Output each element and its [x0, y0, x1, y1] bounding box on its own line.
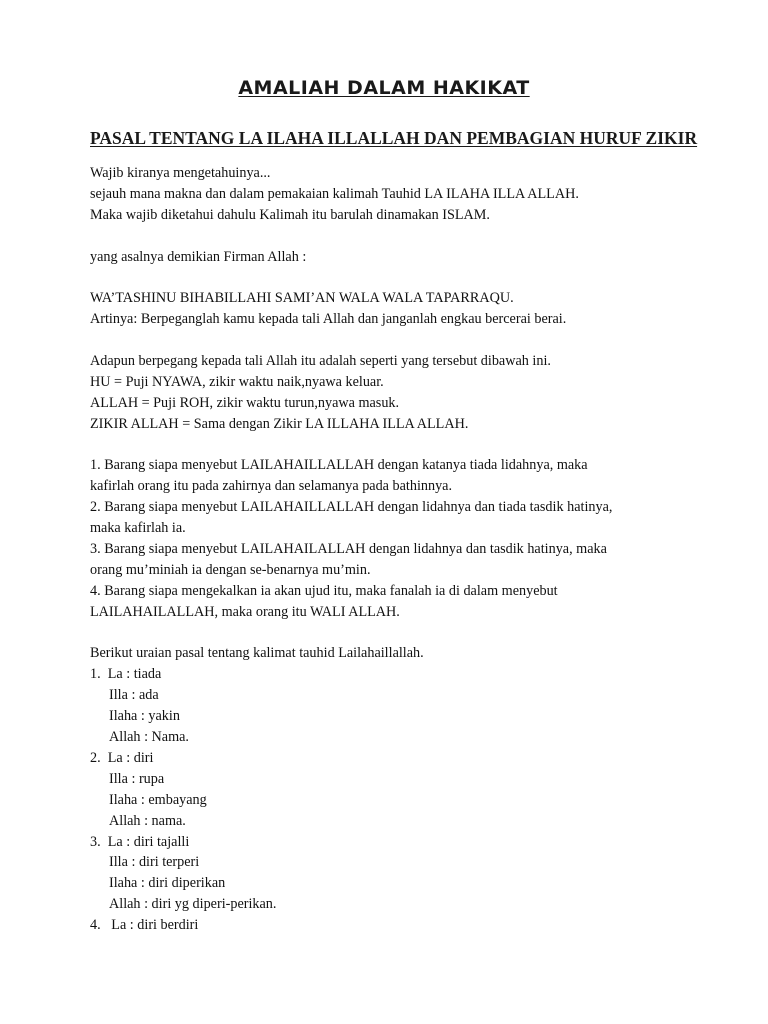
- uraian-item-line: Ilaha : embayang: [109, 791, 207, 808]
- uraian-item-line: Ilaha : yakin: [109, 708, 180, 725]
- uraian-item-heading: 2. La : diri: [90, 749, 154, 766]
- huruf-line: HU = Puji NYAWA, zikir waktu naik,nyawa keluar.: [90, 373, 384, 390]
- rule-line: kafirlah orang itu pada zahirnya dan selamanya pada bathinnya.: [90, 478, 453, 495]
- uraian-item-line: Illa : diri terperi: [109, 854, 200, 871]
- uraian-item-line: Allah : diri yg diperi-perikan.: [109, 896, 277, 913]
- uraian-item-line: Allah : nama.: [109, 812, 186, 829]
- verse-line: WA’TASHINU BIHABILLAHI SAMI’AN WALA WALA TAPARRAQU.: [90, 290, 514, 307]
- paragraph-gap: [90, 226, 690, 247]
- uraian-item-line: Ilaha : diri diperikan: [109, 875, 226, 892]
- huruf-line: ZIKIR ALLAH = Sama dengan Zikir LA ILLAHA ILLA ALLAH.: [90, 415, 469, 432]
- document-body: [90, 163, 690, 936]
- verse-translation-line: Artinya: Berpeganglah kamu kepada tali Allah dan janganlah engkau bercerai berai.: [90, 311, 567, 328]
- rule-line: LAILAHAILALLAH, maka orang itu WALI ALLAH.: [90, 603, 400, 620]
- document-title: AMALIAH DALAM HAKIKAT: [238, 77, 530, 99]
- uraian-item-line: Illa : rupa: [109, 770, 165, 787]
- rule-line: 4. Barang siapa mengekalkan ia akan ujud itu, maka fanalah ia di dalam menyebut: [90, 582, 558, 599]
- uraian-item-heading: 4. La : diri berdiri: [90, 917, 199, 934]
- uraian-item-line: Illa : ada: [109, 687, 159, 704]
- rule-line: 2. Barang siapa menyebut LAILAHAILLALLAH dengan lidahnya dan tiada tasdik hatinya,: [90, 499, 613, 516]
- rule-line: orang mu’miniah ia dengan se-benarnya mu’min.: [90, 561, 371, 578]
- uraian-intro-line: Berikut uraian pasal tentang kalimat tauhid Lailahaillallah.: [90, 645, 424, 662]
- paragraph-gap: [90, 435, 690, 456]
- rule-line: maka kafirlah ia.: [90, 520, 186, 537]
- section-heading: PASAL TENTANG LA ILAHA ILLALLAH DAN PEMBAGIAN HURUF ZIKIR: [90, 128, 698, 148]
- intro-line: Maka wajib diketahui dahulu Kalimah itu barulah dinamakan ISLAM.: [90, 206, 490, 223]
- intro-line: sejauh mana makna dan dalam pemakaian kalimah Tauhid LA ILAHA ILLA ALLAH.: [90, 185, 579, 202]
- uraian-item-heading: 3. La : diri tajalli: [90, 833, 190, 850]
- intro-line: Wajib kiranya mengetahuinya...: [90, 165, 271, 181]
- rule-line: 3. Barang siapa menyebut LAILAHAILALLAH dengan lidahnya dan tasdik hatinya, maka: [90, 541, 607, 558]
- paragraph-gap: [90, 267, 690, 288]
- uraian-item-line: Allah : Nama.: [109, 729, 189, 746]
- huruf-line: Adapun berpegang kepada tali Allah itu adalah seperti yang tersebut dibawah ini.: [90, 353, 551, 370]
- rule-line: 1. Barang siapa menyebut LAILAHAILLALLAH dengan katanya tiada lidahnya, maka: [90, 457, 588, 474]
- firman-intro-line: yang asalnya demikian Firman Allah :: [90, 248, 307, 265]
- paragraph-gap: [90, 330, 690, 351]
- uraian-item-heading: 1. La : tiada: [90, 666, 162, 683]
- huruf-line: ALLAH = Puji ROH, zikir waktu turun,nyawa masuk.: [90, 394, 400, 411]
- paragraph-gap: [90, 623, 690, 644]
